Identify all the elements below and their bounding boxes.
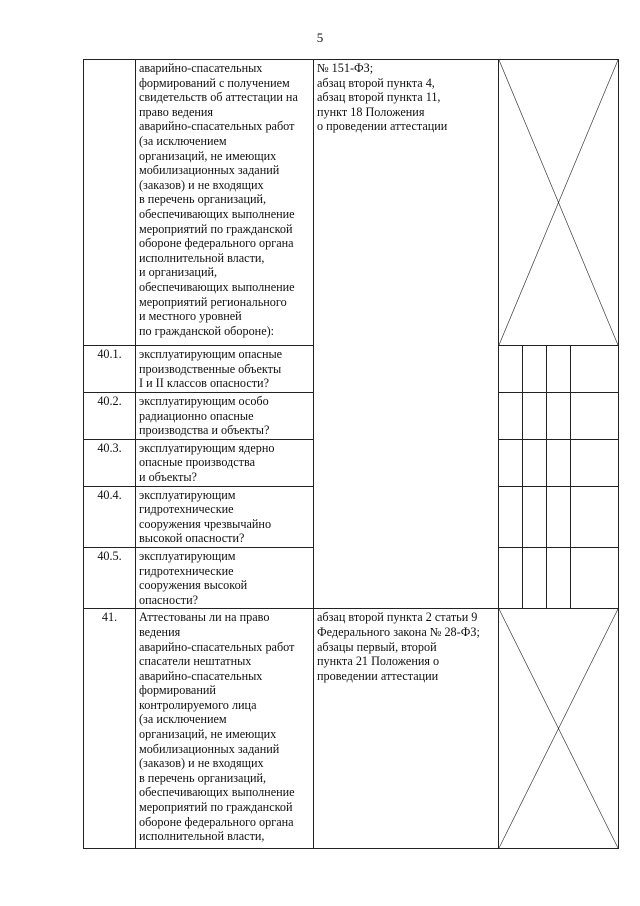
row-number: 40.5. [84, 547, 136, 608]
row-number: 40.2. [84, 393, 136, 440]
table-row [84, 60, 619, 346]
note-cell[interactable] [571, 486, 619, 547]
answer-no-cell[interactable] [523, 439, 547, 486]
row-number: 41. [84, 609, 136, 849]
answer-yes-cell[interactable] [499, 486, 523, 547]
page-number: 5 [316, 30, 324, 45]
requirement-text: эксплуатирующим опасные производственные объекты I и II классов опасности? [136, 346, 314, 393]
answer-na-cell[interactable] [547, 486, 571, 547]
row-number: 40.4. [84, 486, 136, 547]
answer-na-cell[interactable] [547, 439, 571, 486]
note-cell[interactable] [571, 439, 619, 486]
answer-na-cell[interactable] [547, 393, 571, 440]
note-cell[interactable] [571, 547, 619, 608]
answer-yes-cell[interactable] [499, 547, 523, 608]
legal-reference: абзац второй пункта 2 статьи 9 Федерального закона № 28-ФЗ; абзацы первый, второй пункта 21 Положения о проведении аттестации [314, 609, 499, 849]
crossed-out-cell [499, 60, 619, 346]
row-number [84, 60, 136, 346]
checklist-table [83, 59, 619, 849]
note-cell[interactable] [571, 346, 619, 393]
row-number: 40.3. [84, 439, 136, 486]
answer-yes-cell[interactable] [499, 393, 523, 440]
answer-no-cell[interactable] [523, 486, 547, 547]
table-row [84, 609, 619, 849]
requirement-text: эксплуатирующим ядерно опасные производства и объекты? [136, 439, 314, 486]
note-cell[interactable] [571, 393, 619, 440]
requirement-text: эксплуатирующим гидротехнические сооружения высокой опасности? [136, 547, 314, 608]
answer-na-cell[interactable] [547, 346, 571, 393]
requirement-text: аварийно-спасательных формирований с получением свидетельств об аттестации на право ведения аварийно-спасательных работ (за исключением организаций, не имеющих мобилизационных заданий (заказов) и не входящих в перечень организаций, обеспечивающих выполнение мероприятий по гражданской обороне федерального органа исполнительной власти, и организаций, обеспечивающих выполнение мероприятий регионального и местного уровней по гражданской обороне): [136, 60, 314, 346]
answer-no-cell[interactable] [523, 346, 547, 393]
answer-na-cell[interactable] [547, 547, 571, 608]
answer-no-cell[interactable] [523, 547, 547, 608]
crossed-out-cell [499, 609, 619, 849]
legal-reference: № 151-ФЗ; абзац второй пункта 4, абзац второй пункта 11, пункт 18 Положения о проведении аттестации [314, 60, 499, 609]
answer-yes-cell[interactable] [499, 439, 523, 486]
requirement-text: эксплуатирующим особо радиационно опасные производства и объекты? [136, 393, 314, 440]
answer-yes-cell[interactable] [499, 346, 523, 393]
requirement-text: эксплуатирующим гидротехнические сооружения чрезвычайно высокой опасности? [136, 486, 314, 547]
cross-mark-icon [499, 60, 618, 345]
answer-no-cell[interactable] [523, 393, 547, 440]
cross-mark-icon [499, 609, 618, 848]
requirement-text: Аттестованы ли на право ведения аварийно-спасательных работ спасатели нештатных аварийно-спасательных формирований контролируемого лица (за исключением организаций, не имеющих мобилизационных заданий (заказов) и не входящих в перечень организаций, обеспечивающих выполнение мероприятий по гражданской обороне федерального органа исполнительной власти, [136, 609, 314, 849]
row-number: 40.1. [84, 346, 136, 393]
